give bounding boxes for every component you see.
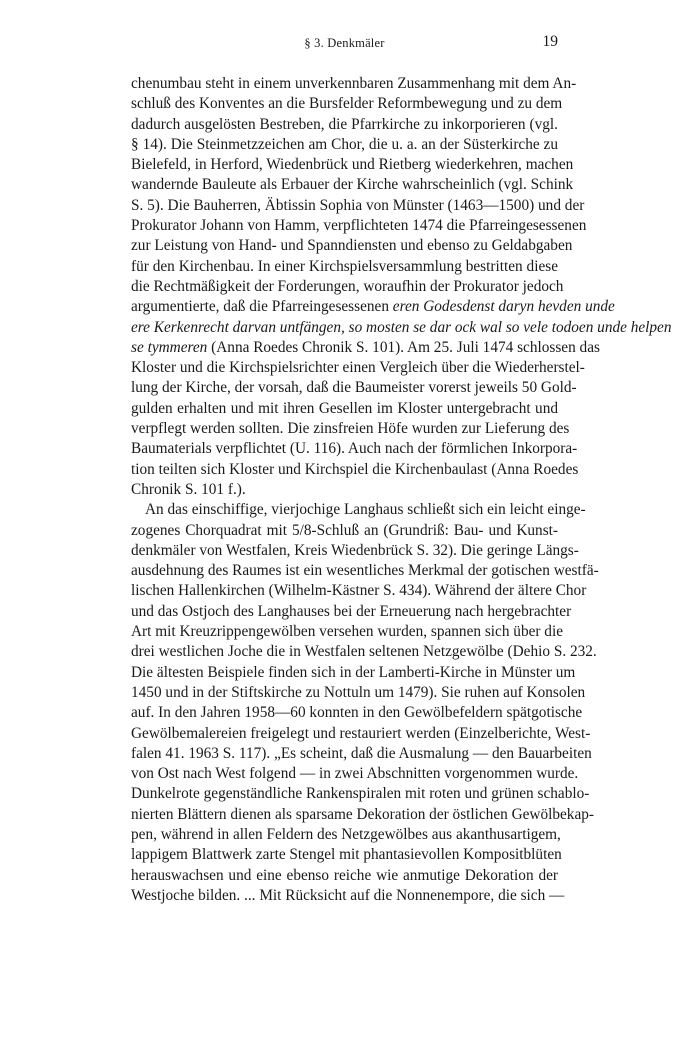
text-line	[131, 825, 561, 845]
text-segment: nierten Blättern dienen als sparsame Dekoration der östlichen Gewölbekap-	[131, 805, 594, 823]
text-segment: von Ost nach West folgend — in zwei Abschnitten vorgenommen wurde.	[131, 765, 579, 783]
text-segment: denkmäler von Westfalen, Kreis Wiedenbrück S. 32). Die geringe Längs-	[131, 541, 579, 559]
text-segment: falen 41. 1963 S. 117). „Es scheint, daß die Ausmalung — den Bauarbeiten	[131, 744, 592, 762]
text-line	[131, 196, 585, 216]
text-segment: zogenes Chorquadrat mit 5/8-Schluß an (Grundriß: Bau- und Kunst-	[131, 521, 558, 539]
text-line	[131, 845, 562, 865]
text-line	[131, 521, 558, 541]
text-line	[131, 115, 558, 135]
text-line	[131, 94, 563, 114]
text-segment: für den Kirchenbau. In einer Kirchspielsversammlung bestritten diese	[131, 257, 558, 275]
text-segment: zur Leistung von Hand- und Spanndiensten und ebenso zu Geldabgaben	[131, 237, 573, 255]
text-line	[131, 622, 563, 642]
text-line	[131, 460, 579, 480]
text-segment: Baumaterials verpflichtet (U. 116). Auch nach der förmlichen Inkorpora-	[131, 440, 578, 458]
text-segment: Kloster und die Kirchspielsrichter einen Vergleich über die Wiederherstel-	[131, 359, 585, 377]
text-line	[131, 683, 586, 703]
text-line	[131, 277, 564, 297]
text-segment: Art mit Kreuzrippengewölben versehen wurden, spannen sich über die	[131, 623, 563, 641]
text-segment: 1450 und in der Stiftskirche zu Nottuln um 1479). Sie ruhen auf Konsolen	[131, 683, 586, 701]
text-line	[131, 399, 558, 419]
text-line	[131, 703, 583, 723]
text-line	[131, 236, 573, 256]
text-segment: Westjoche bilden. ... Mit Rücksicht auf die Nonnenempore, die sich —	[131, 886, 565, 904]
text-segment: chenumbau steht in einem unverkennbaren Zusammenhang mit dem An-	[131, 75, 577, 92]
page-number: 19	[542, 33, 558, 50]
text-segment: die Rechtmäßigkeit der Forderungen, woraufhin der Prokurator jedoch	[131, 277, 564, 295]
text-line	[131, 216, 587, 236]
text-segment: lischen Hallenkirchen (Wilhelm-Kästner S. 434). Während der ältere Chor	[131, 582, 587, 600]
text-line	[131, 724, 591, 744]
text-segment: Gewölbemalereien freigelegt und restauriert werden (Einzelberichte, West-	[131, 724, 591, 742]
text-segment: ausdehnung des Raumes ist ein wesentliches Merkmal der gotischen westfä-	[131, 562, 599, 580]
text-line	[131, 338, 600, 358]
text-segment: Prokurator Johann von Hamm, verpflichteten 1474 die Pfarreingesessenen	[131, 217, 587, 235]
text-line	[131, 135, 558, 155]
text-line	[131, 358, 585, 378]
text-segment: schluß des Konventes an die Bursfelder Reformbewegung und zu dem	[131, 95, 563, 113]
text-line	[131, 74, 577, 94]
text-line	[131, 581, 587, 601]
text-line	[131, 744, 592, 764]
text-line	[131, 318, 672, 338]
text-line	[131, 297, 615, 317]
text-line	[131, 602, 572, 622]
text-line	[131, 784, 590, 804]
text-segment: Chronik S. 101 f.).	[131, 480, 246, 498]
text-line	[131, 541, 579, 561]
text-segment: gulden erhalten und mit ihren Gesellen im Kloster untergebracht und	[131, 399, 558, 417]
running-title: § 3. Denkmäler	[304, 36, 385, 50]
text-line	[131, 642, 597, 662]
text-line	[131, 155, 574, 175]
text-segment: herauswachsen und eine ebenso reiche wie anmutige Dekoration der	[131, 866, 558, 884]
text-line	[131, 257, 558, 277]
text-segment: pen, während in allen Feldern des Netzgewölbes aus akanthusartigem,	[131, 825, 561, 843]
italic-quote-segment: ere Kerkenrecht darvan untfängen, so mosten se dar ock wal so vele todoen unde helpen	[131, 318, 672, 336]
text-line	[131, 480, 558, 500]
text-line	[131, 419, 570, 439]
body-text	[131, 74, 672, 906]
text-segment: auf. In den Jahren 1958—60 konnten in den Gewölbefeldern spätgotische	[131, 704, 583, 722]
text-line	[131, 805, 594, 825]
text-segment: § 14). Die Steinmetzzeichen am Chor, die u. a. an der Süsterkirche zu	[131, 135, 558, 153]
text-segment: An das einschiffige, vierjochige Langhaus schließt sich ein leicht einge-	[145, 501, 586, 519]
text-line	[131, 561, 599, 581]
text-line	[131, 663, 576, 683]
text-segment: verpflegt werden sollten. Die zinsfreien Höfe wurden zur Lieferung des	[131, 420, 570, 438]
text-line	[131, 886, 565, 906]
text-line	[131, 378, 577, 398]
text-line	[131, 764, 579, 784]
text-segment: drei westlichen Joche die in Westfalen seltenen Netzgewölbe (Dehio S. 232.	[131, 643, 597, 661]
text-segment: Die ältesten Beispiele finden sich in der Lamberti-Kirche in Münster um	[131, 663, 576, 681]
italic-quote-segment: eren Godesdenst daryn hevden unde	[392, 298, 615, 316]
text-line	[131, 866, 558, 886]
text-line	[131, 175, 574, 195]
text-segment: (Anna Roedes Chronik S. 101). Am 25. Juli 1474 schlossen das	[207, 338, 600, 356]
text-segment: lung der Kirche, der vorsah, daß die Baumeister vorerst jeweils 50 Gold-	[131, 379, 577, 397]
text-segment: lappigem Blattwerk zarte Stengel mit phantasievollen Kompositblüten	[131, 846, 562, 864]
text-line	[131, 500, 586, 520]
page-header	[131, 33, 558, 56]
text-segment: argumentierte, daß die Pfarreingesessenen	[131, 298, 393, 316]
text-segment: Bielefeld, in Herford, Wiedenbrück und Rietberg wiederkehren, machen	[131, 156, 574, 174]
text-segment: und das Ostjoch des Langhauses bei der Erneuerung nach hergebrachter	[131, 602, 572, 620]
italic-quote-segment: se tymmeren	[131, 338, 208, 356]
text-segment: wandernde Bauleute als Erbauer der Kirche wahrscheinlich (vgl. Schink	[131, 176, 574, 194]
text-segment: dadurch ausgelösten Bestreben, die Pfarrkirche zu inkorporieren (vgl.	[131, 115, 558, 133]
text-segment: tion teilten sich Kloster und Kirchspiel die Kirchenbaulast (Anna Roedes	[131, 460, 579, 478]
text-line	[131, 439, 578, 459]
text-segment: Dunkelrote gegenständliche Rankenspiralen mit roten und grünen schablo-	[131, 785, 590, 803]
text-segment: S. 5). Die Bauherren, Äbtissin Sophia von Münster (1463—1500) und der	[131, 196, 585, 214]
